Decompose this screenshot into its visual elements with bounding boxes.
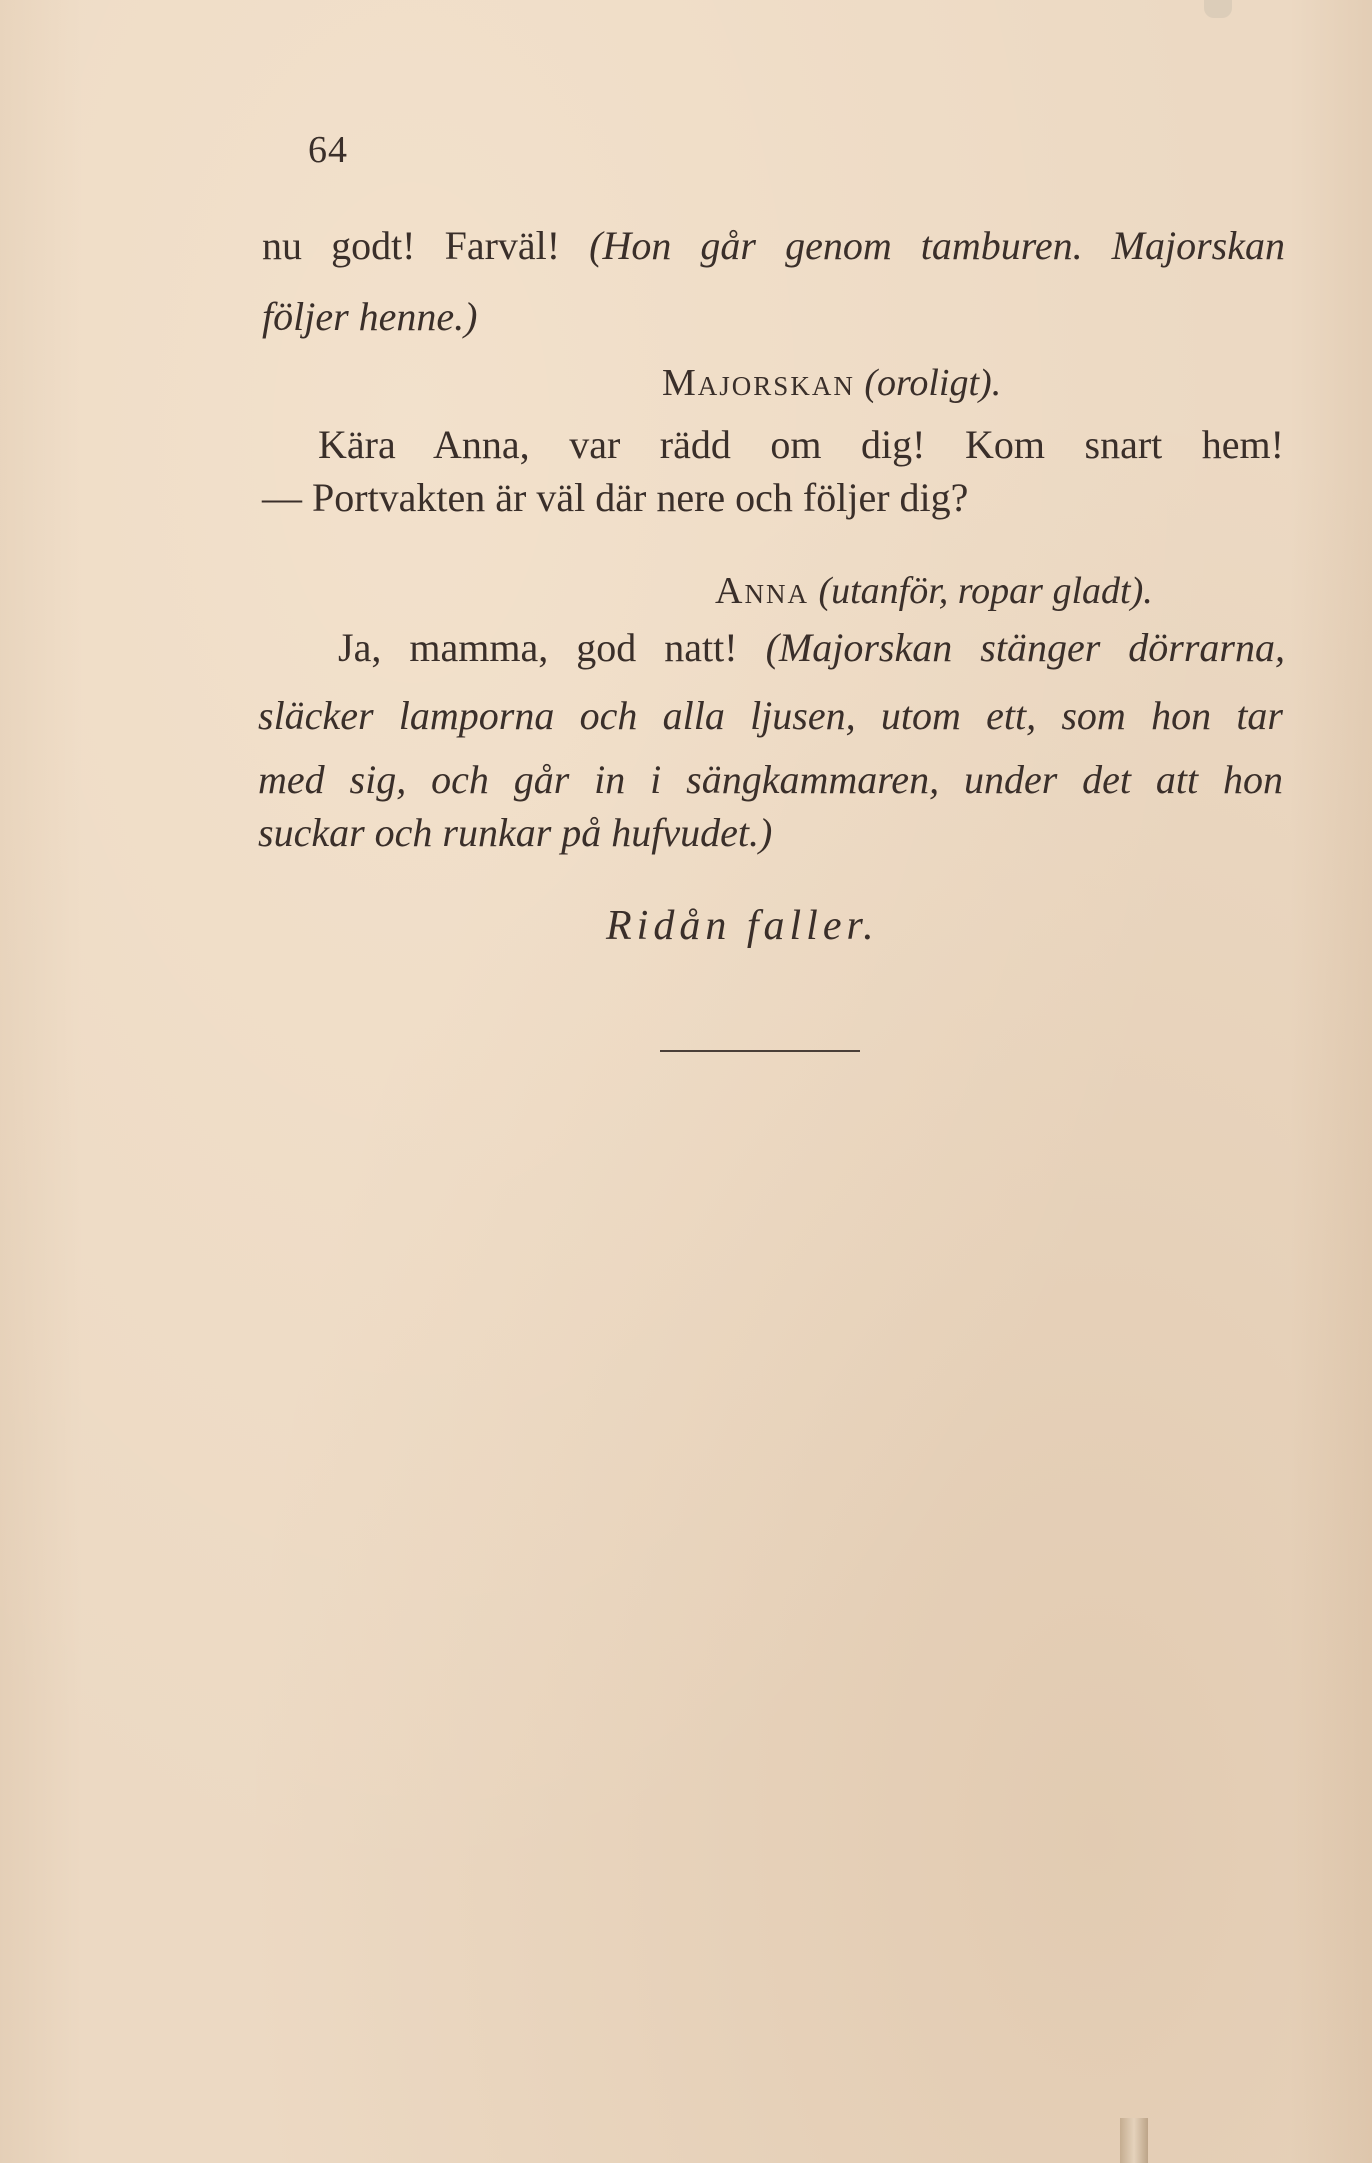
speech-text: nu godt! Farväl!: [262, 223, 590, 268]
speaker-name: Anna: [715, 570, 809, 612]
stage-direction: (Majorskan stänger dörrarna,: [765, 625, 1285, 670]
curtain-falls-text: Ridån faller.: [606, 903, 879, 949]
page-corner-mark: [1204, 0, 1232, 18]
text-line-3: Kära Anna, var rädd om dig! Kom snart hem!: [318, 422, 1284, 467]
text-line-2: följer henne.): [262, 294, 478, 339]
text-line-5: [338, 624, 1285, 672]
text-line-4: — Portvakten är väl där nere och följer dig?: [262, 475, 969, 520]
text-line-1: [262, 222, 1285, 270]
end-divider: [660, 1050, 860, 1052]
text-line-7: med sig, och går in i sängkammaren, under det att hon: [258, 757, 1283, 802]
stage-direction: (Hon går genom tamburen. Majorskan: [589, 223, 1285, 268]
bottom-edge-mark: [1120, 2118, 1148, 2163]
speaker-heading-majorskan: [662, 360, 1001, 406]
speech-text: Ja, mamma, god natt!: [338, 625, 766, 670]
speaker-name: Majorskan: [662, 362, 855, 404]
text-line-8: suckar och runkar på hufvudet.): [258, 810, 773, 855]
page-number: 64: [308, 129, 348, 171]
speaker-direction: (oroligt).: [854, 362, 1002, 404]
speaker-direction: (utanför, ropar gladt).: [808, 570, 1153, 612]
text-line-6: släcker lamporna och alla ljusen, utom ett, som hon tar: [258, 693, 1283, 738]
speaker-heading-anna: [715, 568, 1153, 614]
